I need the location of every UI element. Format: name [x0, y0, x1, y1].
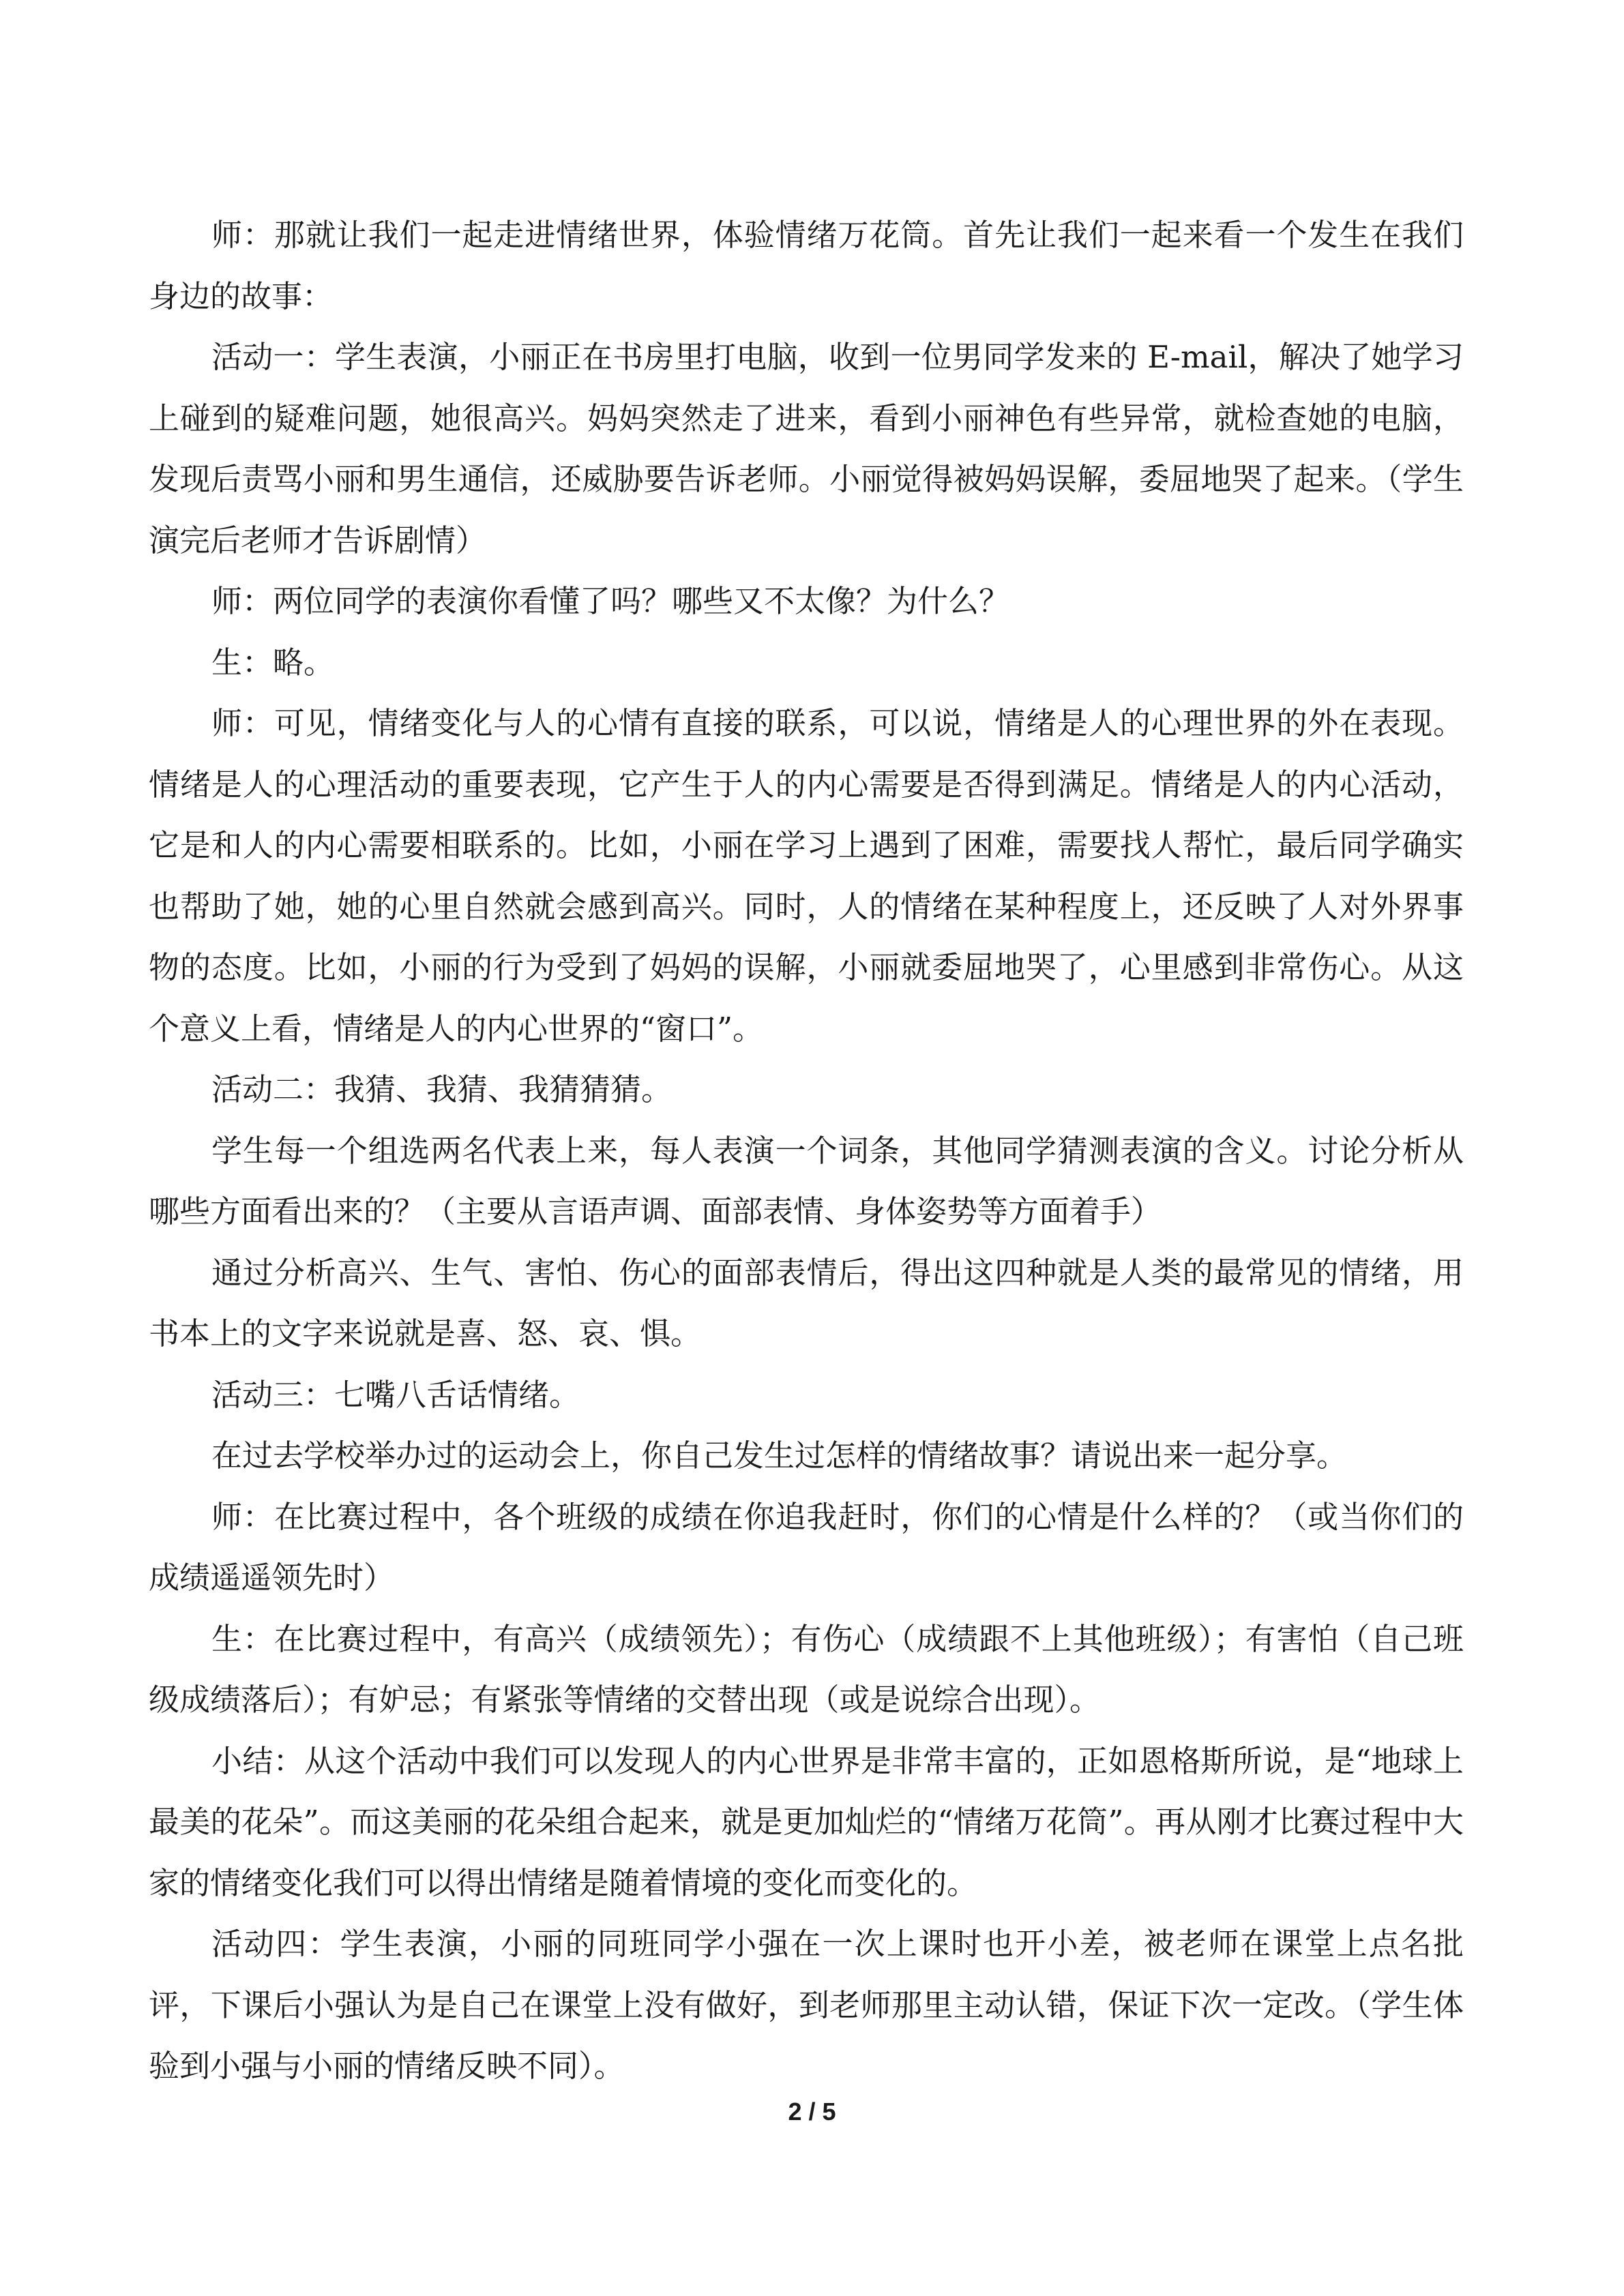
document-body — [149, 205, 1464, 2097]
paragraph: 师：那就让我们一起走进情绪世界，体验情绪万花筒。首先让我们一起来看一个发生在我们身边的故事： — [149, 217, 1464, 314]
paragraph: 通过分析高兴、生气、害怕、伤心的面部表情后，得出这四种就是人类的最常见的情绪，用书本上的文字来说就是喜、怒、哀、惧。 — [149, 1254, 1464, 1352]
paragraph: 师：可见，情绪变化与人的心情有直接的联系，可以说，情绪是人的心理世界的外在表现。情绪是人的心理活动的重要表现，它产生于人的内心需要是否得到满足。情绪是人的内心活动，它是和人的内心需要相联系的。比如，小丽在学习上遇到了困难，需要找人帮忙，最后同学确实也帮助了她，她的心里自然就会感到高兴。同时，人的情绪在某种程度上，还反映了人对外界事物的态度。比如，小丽的行为受到了妈妈的误解，小丽就委屈地哭了，心里感到非常伤心。从这个意义上看，情绪是人的内心世界的“窗口”。 — [149, 705, 1464, 1047]
paragraph: 生：在比赛过程中，有高兴（成绩领先）；有伤心（成绩跟不上其他班级）；有害怕（自己班级成绩落后）；有妒忌；有紧张等情绪的交替出现（或是说综合出现）。 — [149, 1620, 1464, 1718]
paragraph: 活动三：七嘴八舌话情绪。 — [211, 1376, 580, 1413]
page-number: 2 / 5 — [788, 2098, 836, 2126]
paragraph: 小结：从这个活动中我们可以发现人的内心世界是非常丰富的，正如恩格斯所说，是“地球上最美的花朵”。而这美丽的花朵组合起来，就是更加灿烂的“情绪万花筒”。再从刚才比赛过程中大家的情绪变化我们可以得出情绪是随着情境的变化而变化的。 — [149, 1742, 1464, 1901]
paragraph: 活动一：学生表演，小丽正在书房里打电脑，收到一位男同学发来的 E-mail，解决了她学习上碰到的疑难问题，她很高兴。妈妈突然走了进来，看到小丽神色有些异常，就检查她的电脑，发现后责骂小丽和男生通信，还威胁要告诉老师。小丽觉得被妈妈误解，委屈地哭了起来。（学生演完后老师才告诉剧情） — [149, 339, 1464, 558]
paragraph: 活动二：我猜、我猜、我猜猜猜。 — [211, 1071, 673, 1107]
paragraph: 活动四：学生表演，小丽的同班同学小强在一次上课时也开小差，被老师在课堂上点名批评，下课后小强认为是自己在课堂上没有做好，到老师那里主动认错，保证下次一定改。（学生体验到小强与小丽的情绪反映不同）。 — [149, 1926, 1464, 2084]
paragraph: 师：在比赛过程中，各个班级的成绩在你追我赶时，你们的心情是什么样的？（或当你们的成绩遥遥领先时） — [149, 1498, 1464, 1596]
paragraph: 生：略。 — [211, 644, 335, 681]
paragraph: 师：两位同学的表演你看懂了吗？哪些又不太像？为什么？ — [211, 583, 1010, 619]
paragraph: 学生每一个组选两名代表上来，每人表演一个词条，其他同学猜测表演的含义。讨论分析从哪些方面看出来的？（主要从言语声调、面部表情、身体姿势等方面着手） — [149, 1132, 1464, 1229]
paragraph: 在过去学校举办过的运动会上，你自己发生过怎样的情绪故事？请说出来一起分享。 — [211, 1437, 1348, 1474]
